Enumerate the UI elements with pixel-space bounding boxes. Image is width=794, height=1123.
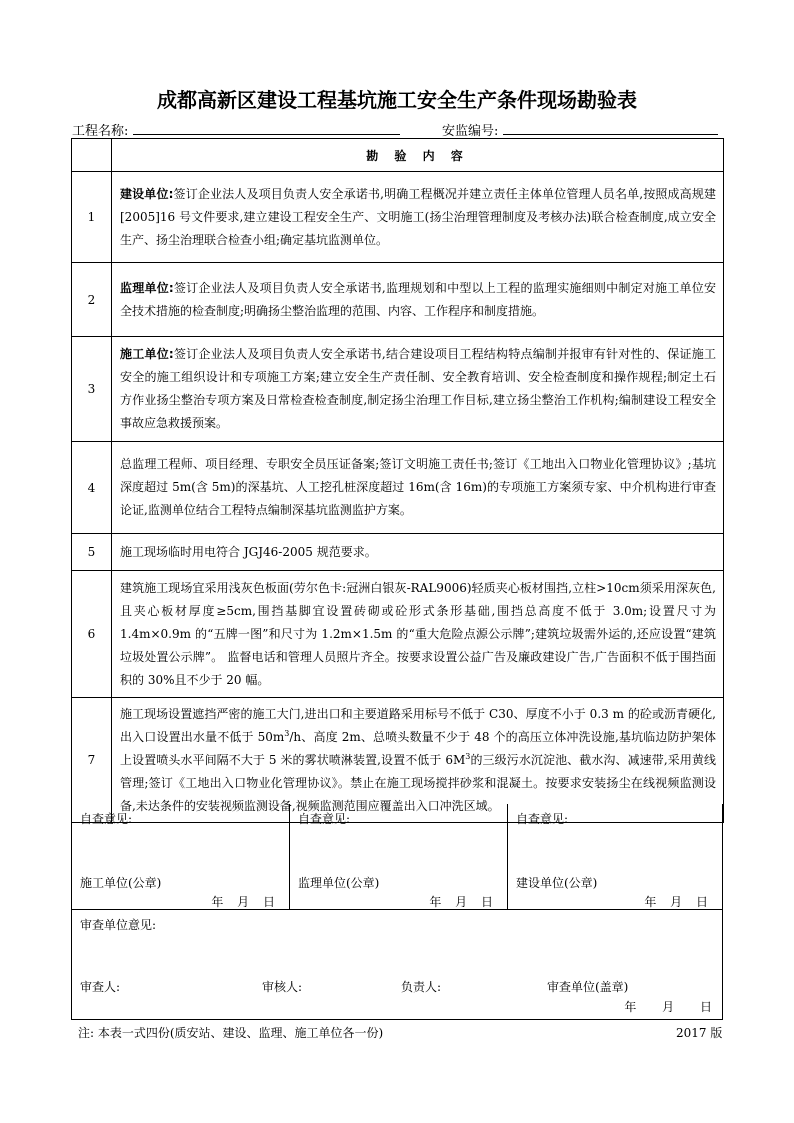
- date-label: 年 月 日: [211, 895, 275, 909]
- row-content: 建筑施工现场宜采用浅灰色板面(劳尔色卡:冠洲白银灰-RAL9006)轻质夹心板材围挡,立柱>10cm须采用深灰色,且夹心板材厚度≥5cm,围挡基脚宜设置砖砌或砼形式条形基础,围挡总高度不低于 3.0m;设置尺寸为 1.4m×0.9m 的“五牌一图”和尺寸为 1.2m×1.5m 的“重大危险点源公示牌”;建筑垃圾需外运的,还应设置“建筑垃圾处置公示牌”。 监督电话和管理人员照片齐全。按要求设置公益广告及廉政建设广告,广告面积不低于围挡面积的 30%且不少于 20 幅。: [112, 571, 724, 698]
- table-row: [72, 263, 724, 337]
- row-number: 6: [72, 571, 112, 698]
- row-lead: 施工单位:: [120, 347, 174, 361]
- page-title: 成都高新区建设工程基坑施工安全生产条件现场勘验表: [157, 88, 637, 112]
- self-check-signature-row: [71, 804, 723, 910]
- blank-header-cell: [72, 139, 112, 172]
- self-check-opinion-label: 自查意见:: [516, 812, 569, 826]
- row-text-part: /h、高度 2m、总喷头数量不少于 48 个的高压立体冲洗设施,基坑临边防护架体上设置喷头水平间隔不大于 5 米的雾状喷淋装置,设置不低于 6M: [120, 729, 716, 767]
- project-name-field[interactable]: [133, 134, 400, 135]
- table-row: [72, 571, 724, 698]
- checker-label: 审核人:: [262, 980, 303, 994]
- supervision-number-field[interactable]: [503, 134, 718, 135]
- row-content: [112, 172, 724, 263]
- row-content: [112, 263, 724, 337]
- self-check-opinion-label: 自查意见:: [298, 812, 351, 826]
- responsible-label: 负责人:: [401, 980, 442, 994]
- table-row: [72, 337, 724, 442]
- builder-unit-signature: [508, 804, 722, 910]
- row-text-part: 的三级污水沉淀池、截水沟、减速带,采用黄线管理;签订《工地出入口物业化管理协议》。禁止在施工现场搅拌砂浆和混凝土。按要求安装扬尘在线视频监测设备,未达条件的安装视频监测设备,视频监测范围应覆盖出入口冲洗区域。: [120, 752, 716, 813]
- row-number: 3: [72, 337, 112, 442]
- review-date-label: 年 月 日: [624, 1000, 712, 1014]
- row-text: 签订企业法人及项目负责人安全承诺书,监理规划和中型以上工程的监理实施细则中制定对施工单位安全技术措施的检查制度;明确扬尘整治监理的范围、内容、工作程序和制度措施。: [120, 280, 716, 318]
- row-number: 4: [72, 442, 112, 534]
- row-number: 7: [72, 698, 112, 823]
- table-header-row: [72, 139, 724, 172]
- row-text-part: 施工现场设置遮挡严密的施工大门,进出口和主要道路采用标号不低于 C30、厚度不小于 0.3 m 的砼或沥青硬化,出入口设置出水量不低于 50m: [120, 706, 716, 744]
- reviewer-label: 审查人:: [80, 980, 121, 994]
- footer-note: 注: 本表一式四份(质安站、建设、监理、施工单位各一份): [78, 1026, 384, 1040]
- review-unit-seal-label: 审查单位(盖章): [547, 980, 629, 994]
- review-unit-row: [71, 910, 723, 1020]
- supervision-number-label: 安监编号:: [442, 124, 499, 139]
- project-name-label: 工程名称:: [72, 124, 129, 139]
- supervision-unit-signature: [290, 804, 508, 910]
- table-row: [72, 442, 724, 534]
- inspection-table: [71, 138, 724, 823]
- row-content: [112, 337, 724, 442]
- row-text: 签订企业法人及项目负责人安全承诺书,结合建设项目工程结构特点编制并报审有针对性的、保证施工安全的施工组织设计和专项施工方案;建立安全生产责任制、安全教育培训、安全检查制度和操作规程;制定土石方作业扬尘整治专项方案及日常检查检查制度,制定扬尘治理工作目标,建立扬尘整治工作机构;编制建设工程安全事故应急救援预案。: [120, 347, 716, 430]
- row-content: 施工现场临时用电符合 JGJ46-2005 规范要求。: [112, 534, 724, 571]
- unit-seal-label: 监理单位(公章): [298, 876, 380, 890]
- table-row: [72, 534, 724, 571]
- superscript: 3: [284, 728, 290, 738]
- self-check-opinion-label: 自查意见:: [80, 812, 133, 826]
- row-text: 签订企业法人及项目负责人安全承诺书,明确工程概况并建立责任主体单位管理人员名单,按照成高规建[2005]16 号文件要求,建立建设工程安全生产、文明施工(扬尘治理管理制度及考核办法)联合检查制度,成立安全生产、扬尘治理联合检查小组;确定基坑监测单位。: [120, 186, 716, 247]
- unit-seal-label: 施工单位(公章): [80, 876, 162, 890]
- row-number: 2: [72, 263, 112, 337]
- table-row: [72, 172, 724, 263]
- date-label: 年 月 日: [429, 895, 493, 909]
- row-number: 5: [72, 534, 112, 571]
- row-content: 总监理工程师、项目经理、专职安全员压证备案;签订文明施工责任书;签订《工地出入口物业化管理协议》;基坑深度超过 5m(含 5m)的深基坑、人工挖孔桩深度超过 16m(含 16m)的专项施工方案须专家、中介机构进行审查论证,监测单位结合工程特点编制深基坑监测监护方案。: [112, 442, 724, 534]
- version-label: 2017 版: [676, 1026, 723, 1040]
- date-label: 年 月 日: [644, 895, 708, 909]
- row-lead: 监理单位:: [120, 280, 174, 295]
- row-lead: 建设单位:: [120, 186, 174, 201]
- construction-unit-signature: [72, 804, 290, 910]
- unit-seal-label: 建设单位(公章): [516, 876, 598, 890]
- header-fields: [72, 120, 722, 138]
- row-number: 1: [72, 172, 112, 263]
- column-header: 勘 验 内 容: [112, 139, 724, 172]
- superscript: 3: [465, 751, 471, 761]
- review-opinion-label: 审查单位意见:: [80, 918, 157, 932]
